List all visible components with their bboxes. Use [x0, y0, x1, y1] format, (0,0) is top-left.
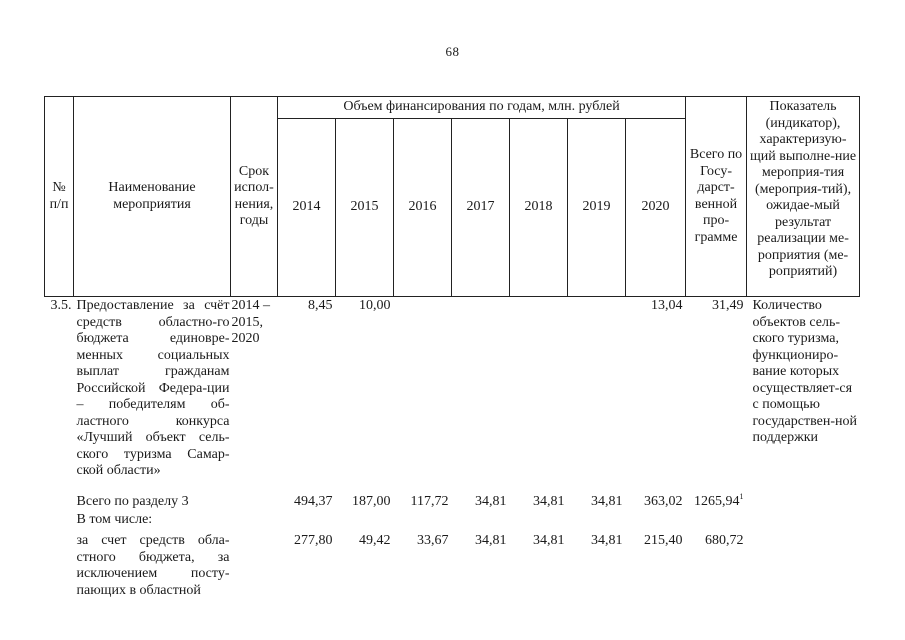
value-cell: 8,45 [308, 298, 333, 313]
row-number [45, 511, 74, 529]
value-cell: 34,81 [475, 494, 507, 509]
header-year: 2016 [394, 119, 452, 297]
indicator-cell [747, 490, 860, 511]
value-cell [568, 511, 626, 529]
total-cell [686, 528, 747, 599]
total-value: 680,72 [705, 533, 744, 548]
value-cell: 187,00 [352, 494, 391, 509]
measure-term [231, 490, 278, 511]
measure-term [231, 511, 278, 529]
footnote-mark: 1 [739, 492, 744, 501]
value-cell [452, 511, 510, 529]
header-year: 2015 [336, 119, 394, 297]
table-row [45, 297, 860, 491]
value-cell: 10,00 [359, 298, 391, 313]
value-cell: 34,81 [591, 494, 623, 509]
header-name: Наименование мероприятия [74, 97, 231, 297]
value-cell: 34,81 [475, 533, 507, 548]
header-indicator: Показатель (индикатор), характеризую-щий выполне-ние мероприя-тия (мероприя-тий), ожидае-мый результат реализации ме-роприятия (ме-роприятий) [747, 97, 860, 297]
header-term: Срок испол-нения, годы [231, 97, 278, 297]
table-row [45, 490, 860, 511]
header-year: 2017 [452, 119, 510, 297]
value-cell: 363,02 [644, 494, 683, 509]
measure-name: Предоставление за счёт средств областно-го бюджета единовре-менных социальных выплат гражданам Российской Федера-ции – победителям об-ластного конкурса «Лучший объект сель-ского туризма Самар-ской области» [76, 298, 230, 478]
page-number: 68 [445, 44, 460, 59]
measure-name: Всего по разделу 3 [76, 494, 189, 509]
total-cell [686, 511, 747, 529]
header-funding: Объем финансирования по годам, млн. рублей [278, 97, 686, 119]
header-year: 2019 [568, 119, 626, 297]
measure-name: за счет средств обла-стного бюджета, за исключением посту-пающих в областной [76, 533, 230, 598]
row-number: 3.5. [50, 298, 72, 313]
value-cell [394, 511, 452, 529]
indicator-cell [747, 528, 860, 599]
header-no: № п/п [45, 97, 74, 297]
table-row [45, 511, 860, 529]
value-cell [568, 297, 626, 491]
header-year: 2018 [510, 119, 568, 297]
row-number [45, 528, 74, 599]
value-cell [626, 511, 686, 529]
value-cell: 13,04 [651, 298, 683, 313]
value-cell [278, 511, 336, 529]
indicator-cell: Количество объектов сель-ского туризма, функциониро-вание которых осуществляет-ся с помощью государствен-ной поддержки [752, 298, 857, 445]
header-total: Всего по Госу-дарст-венной про-грамме [686, 97, 747, 297]
value-cell: 34,81 [591, 533, 623, 548]
value-cell: 494,37 [294, 494, 333, 509]
value-cell [394, 297, 452, 491]
value-cell: 277,80 [294, 533, 333, 548]
total-cell [686, 490, 747, 511]
total-cell [686, 297, 747, 491]
value-cell: 49,42 [359, 533, 391, 548]
value-cell: 34,81 [533, 533, 565, 548]
header-year: 2020 [626, 119, 686, 297]
measure-name: В том числе: [76, 511, 153, 527]
value-cell: 215,40 [644, 533, 683, 548]
value-cell [510, 511, 568, 529]
indicator-cell [747, 511, 860, 529]
total-value: 31,49 [712, 298, 744, 313]
value-cell [452, 297, 510, 491]
value-cell: 33,67 [417, 533, 449, 548]
value-cell: 34,81 [533, 494, 565, 509]
measure-term [231, 528, 278, 599]
value-cell [510, 297, 568, 491]
table-row [45, 528, 860, 599]
funding-table [44, 96, 860, 599]
total-value: 1265,94 [694, 494, 740, 509]
header-year: 2014 [278, 119, 336, 297]
value-cell [336, 511, 394, 529]
row-number [45, 490, 74, 511]
value-cell: 117,72 [410, 494, 449, 509]
measure-term: 2014 – 2015, 2020 [231, 298, 270, 346]
